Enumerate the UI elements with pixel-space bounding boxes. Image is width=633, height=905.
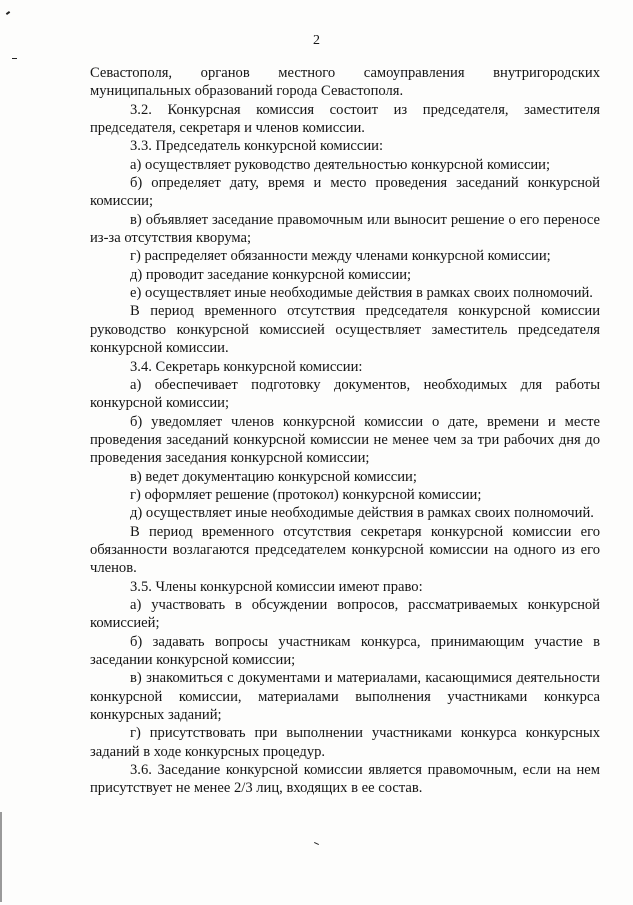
paragraph: г) распределяет обязанности между членами конкурсной комиссии; bbox=[130, 248, 551, 265]
paragraph: е) осуществляет иные необходимые действия в рамках своих полномочий. bbox=[130, 285, 593, 302]
paragraph: б) задавать вопросы участникам конкурса, принимающим участие в заседании конкурсной комиссии; bbox=[90, 633, 600, 668]
paragraph: 3.5. Члены конкурсной комиссии имеют право: bbox=[130, 578, 423, 595]
paragraph: г) присутствовать при выполнении участниками конкурса конкурсных заданий в ходе конкурсных процедур. bbox=[90, 725, 600, 760]
scan-speck bbox=[6, 11, 10, 15]
scan-speck bbox=[12, 58, 17, 59]
paragraph: д) проводит заседание конкурсной комиссии; bbox=[130, 266, 412, 283]
document-body bbox=[90, 64, 600, 798]
scan-edge-shadow bbox=[0, 812, 2, 902]
paragraph: а) участвовать в обсуждении вопросов, рассматриваемых конкурсной комиссией; bbox=[90, 596, 600, 632]
paragraph: в) объявляет заседание правомочным или выносит решение о его переносе из-за отсутствия кворума; bbox=[90, 211, 600, 247]
paragraph: д) осуществляет иные необходимые действия в рамках своих полномочий. bbox=[130, 505, 594, 522]
paragraph: 3.4. Секретарь конкурсной комиссии: bbox=[130, 358, 363, 375]
paragraph: а) осуществляет руководство деятельностью конкурсной комиссии; bbox=[130, 156, 551, 173]
paragraph: 3.6. Заседание конкурсной комиссии является правомочным, если на нем присутствует не менее 2/3 лиц, входящих в ее состав. bbox=[90, 762, 600, 797]
paragraph: 3.2. Конкурсная комиссия состоит из председателя, заместителя председателя, секретаря и членов комиссии. bbox=[90, 101, 600, 137]
paragraph: В период временного отсутствия секретаря конкурсной комиссии его обязанности возлагаются председателем конкурсной комиссии на одного из его членов. bbox=[90, 523, 600, 577]
paragraph: 3.3. Председатель конкурсной комиссии: bbox=[130, 138, 384, 155]
paragraph: а) обеспечивает подготовку документов, необходимых для работы конкурсной комиссии; bbox=[90, 376, 600, 412]
paragraph: б) уведомляет членов конкурсной комиссии о дате, времени и месте проведения заседаний конкурсной комиссии не менее чем за три рабочих дня до проведения заседания конкурсной комиссии; bbox=[90, 413, 600, 467]
paragraph: б) определяет дату, время и место проведения заседаний конкурсной комиссии; bbox=[90, 175, 600, 210]
page-number: 2 bbox=[313, 33, 320, 48]
scan-speck bbox=[314, 842, 319, 845]
paragraph: В период временного отсутствия председателя конкурсной комиссии руководство конкурсной комиссией осуществляет заместитель председателя конкурсной комиссии. bbox=[90, 303, 600, 357]
paragraph: в) знакомиться с документами и материалами, касающимися деятельности конкурсной комиссии, материалами выполнения участниками конкурса конкурсных заданий; bbox=[90, 670, 600, 724]
paragraph: Севастополя, органов местного самоуправления внутригородских муниципальных образований города Севастополя. bbox=[90, 65, 600, 100]
paragraph: г) оформляет решение (протокол) конкурсной комиссии; bbox=[130, 486, 482, 503]
paragraph: в) ведет документацию конкурсной комиссии; bbox=[130, 468, 417, 485]
